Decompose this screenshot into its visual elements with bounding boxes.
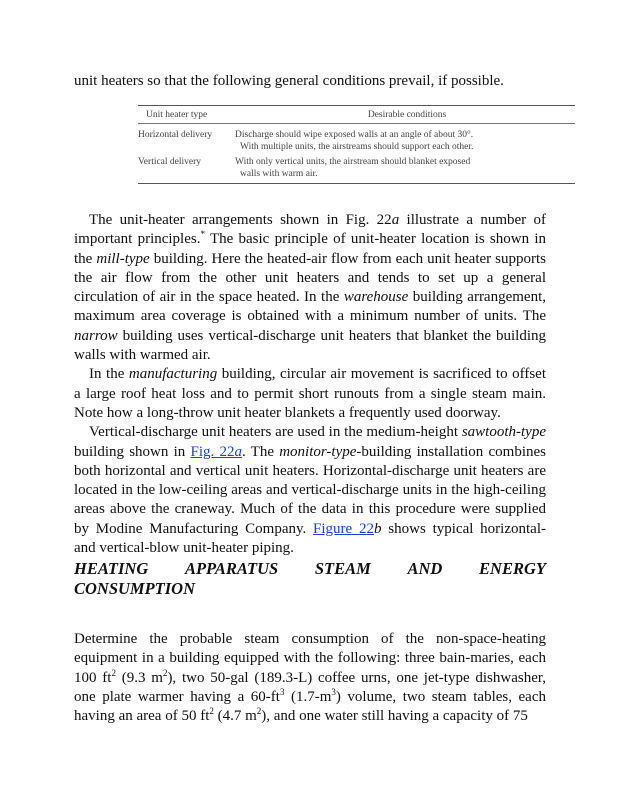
table-cell-type: Vertical delivery <box>138 157 202 167</box>
table-cell-line: Discharge should wipe exposed walls at an angle of about 30°. <box>235 130 474 140</box>
paragraph-vertical-discharge: Vertical-discharge unit heaters are used in the medium-height sawtooth-type building shown in Fig. 22a. The monitor-type-building installation combines both horizontal and vertical unit heaters. Horizontal-discharge unit heaters are located in the low-ceiling areas and vertical-discharge units in the high-ceiling areas above the craneway. Much of the data in this procedure were supplied by Modine Manufacturing Company. Figure 22b shows typical horizontal- and vertical-blow unit-heater piping. <box>74 424 546 557</box>
table-cell-type: Horizontal delivery <box>138 130 213 140</box>
table-row <box>138 157 575 180</box>
footnote-marker[interactable]: * <box>200 229 205 240</box>
section-heading <box>74 559 546 599</box>
body-text-block <box>74 211 546 558</box>
table-bottom-rule <box>138 183 575 184</box>
table-header-row <box>138 106 575 123</box>
paragraph-arrangements: The unit-heater arrangements shown in Fig. 22a illustrate a number of important principles.* The basic principle of unit-heater location is shown in the mill-type building. Here the heated-air flow from each unit heater supports the air flow from the other unit heaters and tends to set up a general circulation of air in the space heated. In the warehouse building arrangement, maximum area coverage is obtained with a minimum number of units. The narrow building uses vertical-discharge unit heaters that blanket the building walls with warmed air. <box>74 212 546 364</box>
table-cell-line: With multiple units, the airstreams should support each other. <box>240 141 474 152</box>
table-header-conditions: Desirable conditions <box>367 110 447 120</box>
table-cell-conditions <box>235 130 570 153</box>
table-cell-line: walls with warm air. <box>240 168 318 179</box>
table-row <box>138 130 575 153</box>
table-header-type: Unit heater type <box>146 110 208 120</box>
paragraph-manufacturing: In the manufacturing building, circular air movement is sacrificed to offset a large roof heat loss and to permit short runouts from a single steam main. Note how a long-throw unit heater blankets a frequently used doorway. <box>74 366 546 421</box>
unit-heater-conditions-table <box>138 105 575 184</box>
section-heading-line2: CONSUMPTION <box>74 579 196 598</box>
figure-22a-link[interactable]: Fig. 22a <box>190 443 242 460</box>
table-cell-conditions <box>235 157 570 180</box>
problem-statement-block <box>74 630 546 726</box>
figure-22b-link[interactable]: Figure 22 <box>313 520 374 537</box>
section-heading-line1: HEATING APPARATUS STEAM AND ENERGY <box>74 559 546 578</box>
intro-sentence: unit heaters so that the following general conditions prevail, if possible. <box>74 73 504 89</box>
paragraph-problem-statement: Determine the probable steam consumption of the non-space-heating equipment in a building equipped with the following: three bain-maries, each 100 $ft^2$ (9.3 $m^2$), two 50-gal (189.3-L) coffee urns, one jet-type dishwasher, one plate warmer having a $60-ft^3$ $(1.7-m^3)$ volume, two steam tables, each having an area of 50 $ft^2$ (4.7 $m^2$), and one water still having a capacity of 75 <box>74 631 547 725</box>
table-cell-line: With only vertical units, the airstream should blanket exposed <box>235 157 471 167</box>
table-body <box>138 124 575 183</box>
